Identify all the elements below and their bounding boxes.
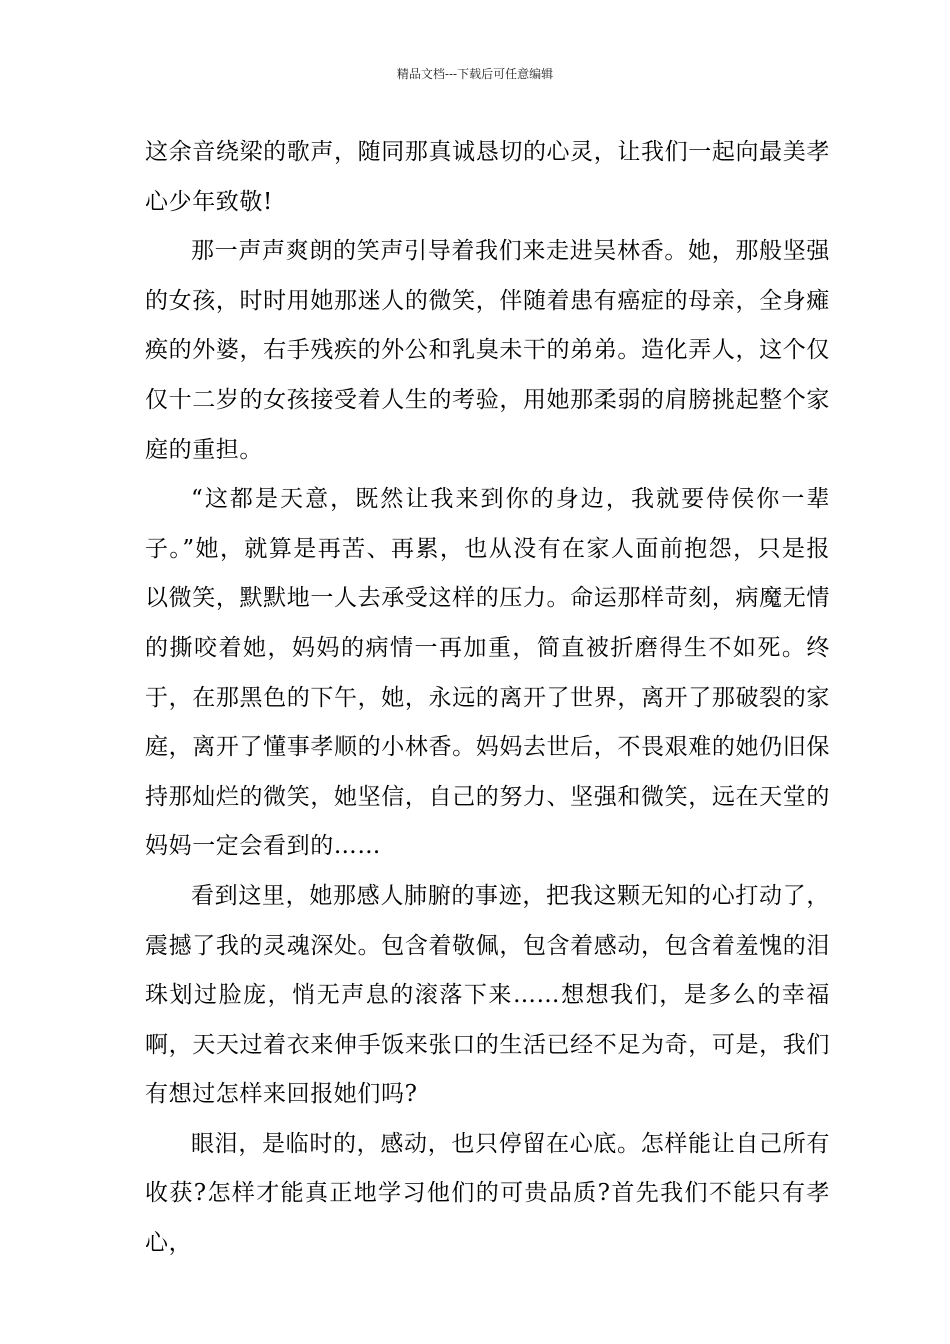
paragraph-3: “这都是天意，既然让我来到你的身边，我就要侍侯你一辈子。”她，就算是再苦、再累，也从没有在家人面前抱怨，只是报以微笑，默默地一人去承受这样的压力。命运那样苛刻，病魔无情的撕咬着她，妈妈的病情一再加重，简直被折磨得生不如死。终于，在那黑色的下午，她，永远的离开了世界，离开了那破裂的家庭，离开了懂事孝顺的小林香。妈妈去世后，不畏艰难的她仍旧保持那灿烂的微笑，她坚信，自己的努力、坚强和微笑，远在天堂的妈妈一定会看到的…… <box>145 486 830 860</box>
paragraph-1: 这余音绕梁的歌声，随同那真诚恳切的心灵，让我们一起向最美孝心少年致敬! <box>145 139 830 215</box>
paragraph-4: 看到这里，她那感人肺腑的事迹，把我这颗无知的心打动了，震撼了我的灵魂深处。包含着敬佩，包含着感动，包含着羞愧的泪珠划过脸庞，悄无声息的滚落下来……想想我们，是多么的幸福啊，天天过着衣来伸手饭来张口的生活已经不足为奇，可是，我们有想过怎样来回报她们吗? <box>145 882 830 1108</box>
page-header: 精品文档---下载后可任意编辑 <box>396 67 554 81</box>
paragraph-2: 那一声声爽朗的笑声引导着我们来走进吴林香。她，那般坚强的女孩，时时用她那迷人的微笑，伴随着患有癌症的母亲，全身瘫痪的外婆，右手残疾的外公和乳臭未干的弟弟。造化弄人，这个仅仅十二岁的女孩接受着人生的考验，用她那柔弱的肩膀挑起整个家庭的重担。 <box>145 238 830 463</box>
document-body <box>145 128 830 1269</box>
paragraph-5: 眼泪，是临时的，感动，也只停留在心底。怎样能让自己所有收获?怎样才能真正地学习他们的可贵品质?首先我们不能只有孝心， <box>145 1130 830 1257</box>
